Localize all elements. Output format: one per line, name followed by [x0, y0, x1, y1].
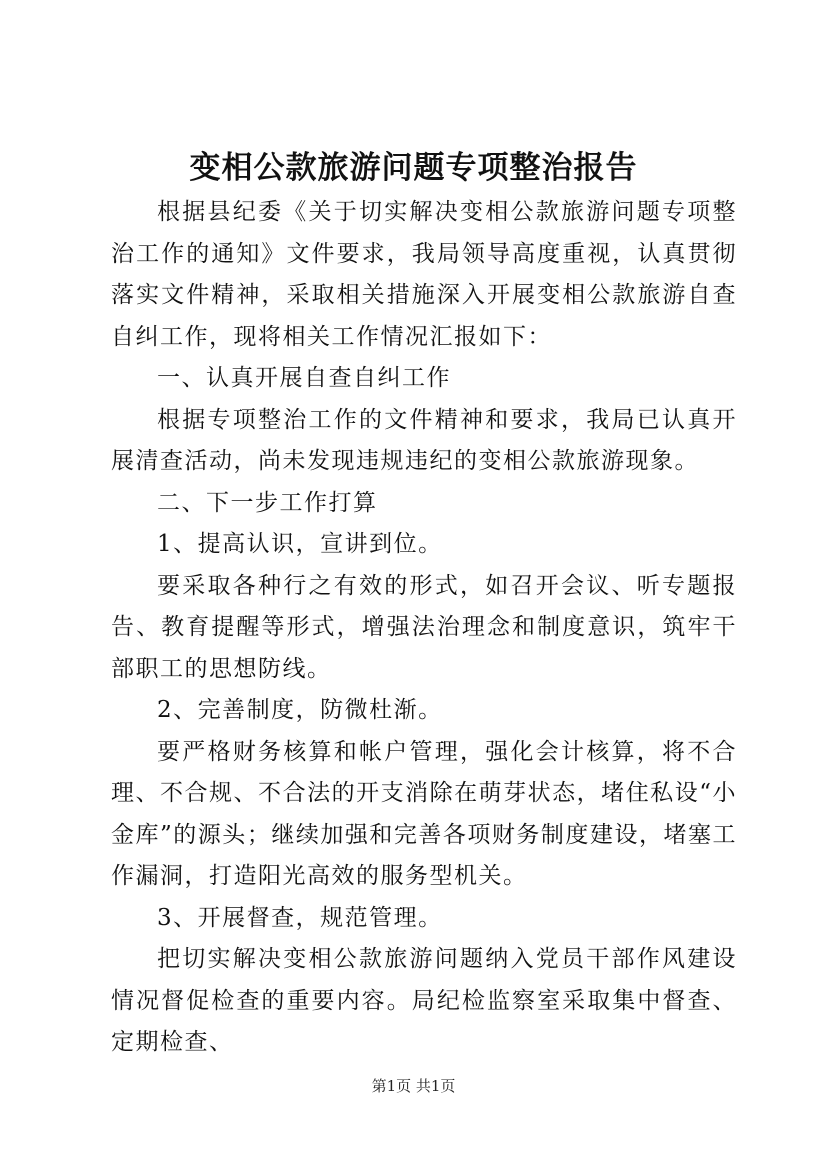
subheading-3: 3、开展督查，规范管理。 [157, 904, 443, 931]
document-body [111, 192, 737, 1064]
subheading-1: 1、提高认识，宣讲到位。 [157, 531, 443, 557]
subsection-2-paragraph: 要严格财务核算和帐户管理，强化会计核算，将不合理、不合规、不合法的开支消除在萌芽状态，堵住私设“小金库”的源头；继续加强和完善各项财务制度建设，堵塞工作漏洞，打造阳光高效的服务型机关。 [111, 738, 737, 889]
intro-paragraph: 根据县纪委《关于切实解决变相公款旅游问题专项整治工作的通知》文件要求，我局领导高度重视，认真贯彻落实文件精神，采取相关措施深入开展变相公款旅游自查自纠工作，现将相关工作情况汇报如下： [111, 199, 737, 350]
subsection-1-paragraph: 要采取各种行之有效的形式，如召开会议、听专题报告、教育提醒等形式，增强法治理念和制度意识，筑牢干部职工的思想防线。 [111, 572, 737, 682]
section-heading-1: 一、认真开展自查自纠工作 [157, 365, 451, 391]
section-1-paragraph: 根据专项整治工作的文件精神和要求，我局已认真开展清查活动，尚未发现违规违纪的变相公款旅游现象。 [111, 406, 737, 474]
section-heading-2: 二、下一步工作打算 [157, 489, 378, 516]
page-footer: 第1页 共1页 [371, 1077, 456, 1095]
document-title: 变相公款旅游问题专项整治报告 [189, 150, 638, 186]
subheading-2: 2、完善制度，防微杜渐。 [157, 697, 443, 723]
subsection-3-paragraph: 把切实解决变相公款旅游问题纳入党员干部作风建设情况督促检查的重要内容。局纪检监察室采取集中督查、定期检查、 [111, 946, 737, 1055]
